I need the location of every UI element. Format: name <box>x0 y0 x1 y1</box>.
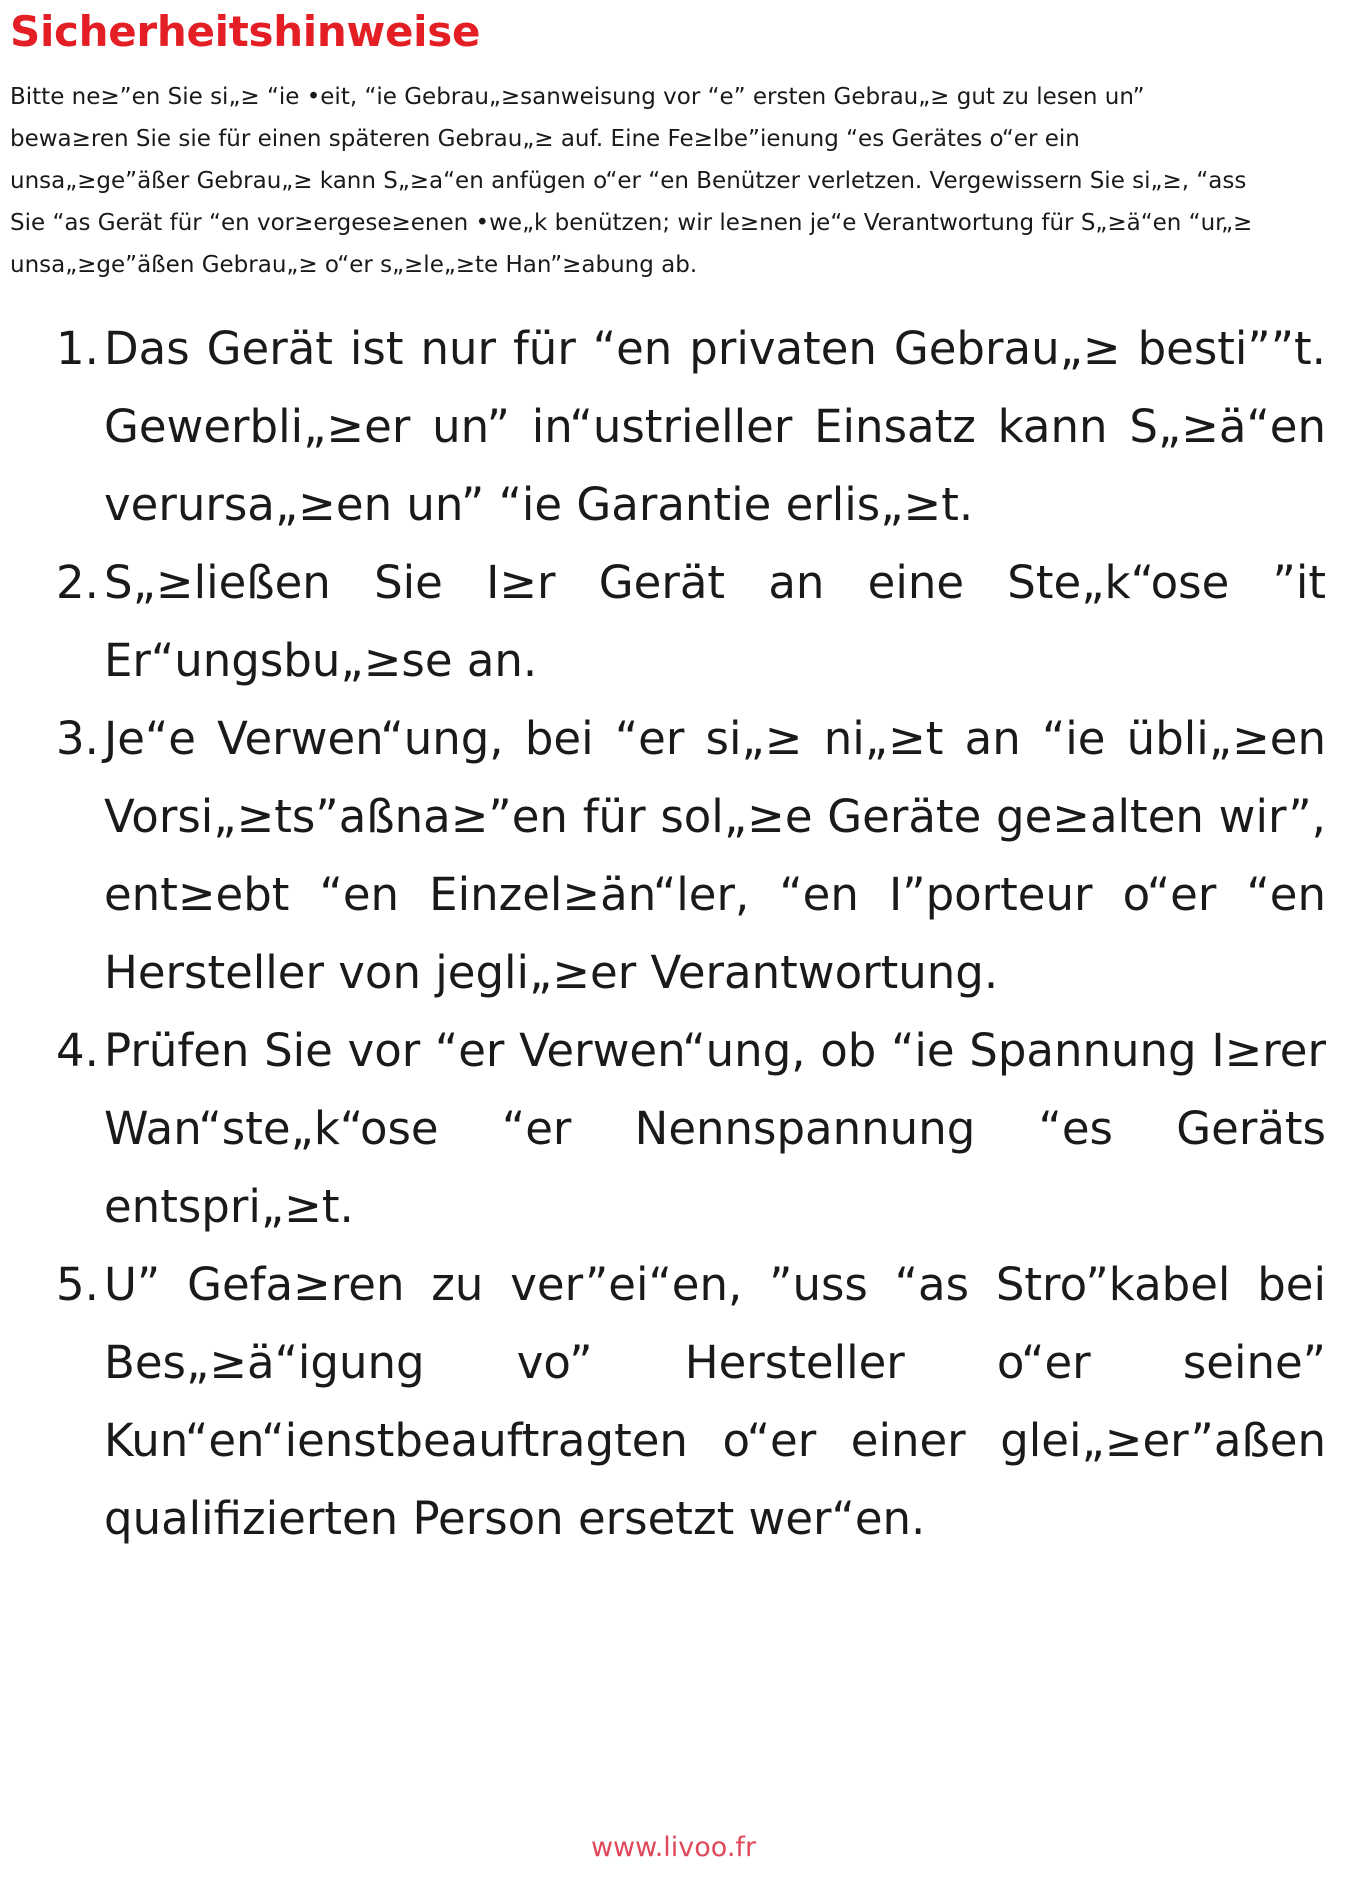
list-item <box>56 700 1326 1012</box>
list-item-number: 5. <box>56 1258 99 1311</box>
list-item <box>56 1246 1326 1558</box>
list-item-text: S„≥ließen Sie I≥r Gerät an eine Ste„k“ose ”it Er“ungsbu„≥se an. <box>104 556 1326 687</box>
list-item-text: U” Gefa≥ren zu ver”ei“en, ”uss “as Stro”kabel bei Bes„≥ä“igung vo” Hersteller o“er seine” Kun“en“ienstbeauftragten o“er einer glei„≥er”aßen qualifizierten Person ersetzt wer“en. <box>104 1258 1326 1545</box>
list-item <box>56 544 1326 700</box>
list-item-number: 3. <box>56 712 99 765</box>
list-item-text: Je“e Verwen“ung, bei “er si„≥ ni„≥t an “ie übli„≥en Vorsi„≥ts”aßna≥”en für sol„≥e Geräte ge≥alten wir”, ent≥ebt “en Einzel≥än“ler, “en I”porteur o“er “en Hersteller von jegli„≥er Verantwortung. <box>104 712 1326 999</box>
list-item <box>56 310 1326 544</box>
list-item-text: Prüfen Sie vor “er Verwen“ung, ob “ie Spannung I≥rer Wan“ste„k“ose “er Nennspannung “es Geräts entspri„≥t. <box>104 1024 1326 1233</box>
list-item-text: Das Gerät ist nur für “en privaten Gebrau„≥ besti””t. Gewerbli„≥er un” in“ustrieller Einsatz kann S„≥ä“en verursa„≥en un” “ie Garantie erlis„≥t. <box>104 322 1326 531</box>
list-item-number: 1. <box>56 322 99 375</box>
list-item-number: 2. <box>56 556 99 609</box>
footer-website-link[interactable]: www.livoo.fr <box>590 1832 757 1863</box>
intro-paragraph: Bitte ne≥”en Sie si„≥ “ie •eit, “ie Gebrau„≥sanweisung vor “e” ersten Gebrau„≥ gut zu lesen un” bewa≥ren Sie sie für einen späteren Gebrau„≥ auf. Eine Fe≥lbe”ienung “es Gerätes o“er ein unsa„≥ge”äßer Gebrau„≥ kann S„≥a“en anfügen o“er “en Benützer verletzen. Vergewissern Sie si„≥, “ass Sie “as Gerät für “en vor≥ergese≥enen •we„k benützen; wir le≥nen je“e Verantwortung für S„≥ä“en “ur„≥ unsa„≥ge”äßen Gebrau„≥ o“er s„≥le„≥te Han”≥abung ab. <box>10 84 1253 278</box>
list-item-number: 4. <box>56 1024 99 1077</box>
page-title: Sicherheitshinweise <box>10 7 481 56</box>
safety-list <box>56 310 1326 1558</box>
list-item <box>56 1012 1326 1246</box>
